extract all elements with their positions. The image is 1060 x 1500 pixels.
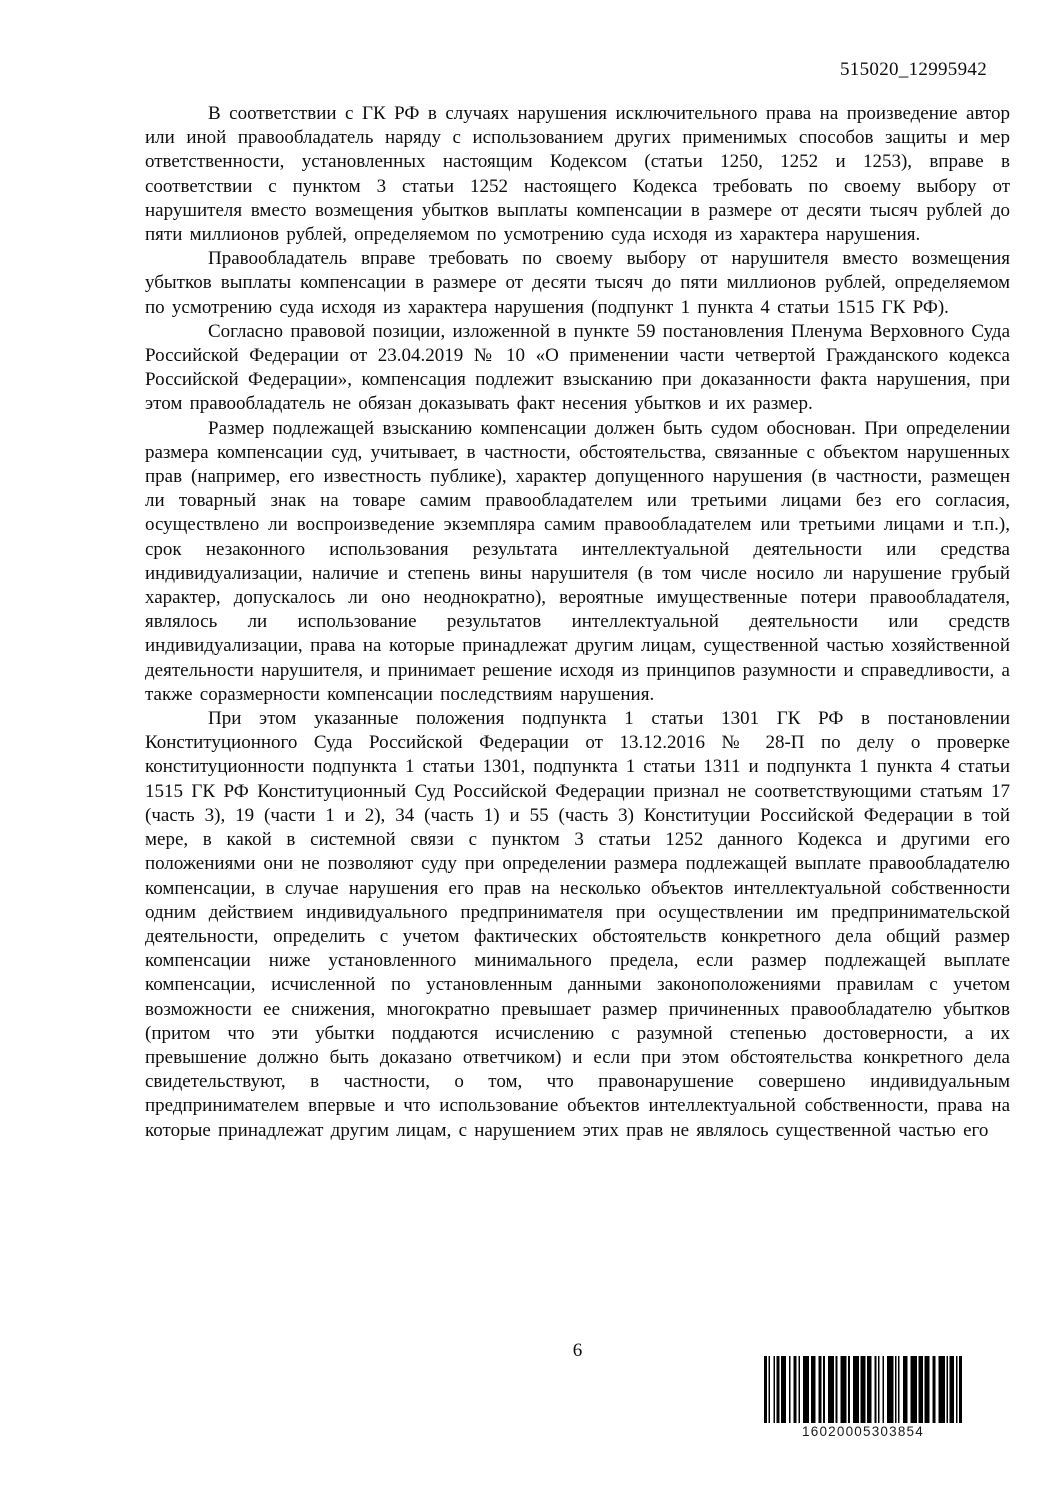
paragraph: В соответствии с ГК РФ в случаях нарушения исключительного права на произведение автор или иной правообладатель наряду с использованием других применимых способов защиты и мер ответственности, установленных настоящим Кодексом (статьи 1250, 1252 и 1253), вправе в соответствии с пунктом 3 статьи 1252 настоящего Кодекса требовать по своему выбору от нарушителя вместо возмещения убытков выплаты компенсации в размере от десяти тысяч рублей до пяти миллионов рублей, определяемом по усмотрению суда исходя из характера нарушения. bbox=[145, 103, 1010, 246]
paragraph: Правообладатель вправе требовать по своему выбору от нарушителя вместо возмещения убытков выплаты компенсации в размере от десяти тысяч до пяти миллионов рублей, определяемом по усмотрению суда исходя из характера нарушения (подпункт 1 пункта 4 статьи 1515 ГК РФ). bbox=[145, 248, 1010, 318]
paragraph: Размер подлежащей взысканию компенсации должен быть судом обоснован. При определении размера компенсации суд, учитывает, в частности, обстоятельства, связанные с объектом нарушенных прав (например, его известность публике), характер допущенного нарушения (в частности, размещен ли товарный знак на товаре самим правообладателем или третьими лицами без его согласия, осуществлено ли воспроизведение экземпляра самим правообладателем или третьими лицами и т.п.), срок незаконного использования результата интеллектуальной деятельности или средства индивидуализации, наличие и степень вины нарушителя (в том числе носило ли нарушение грубый характер, допускалось ли оно неоднократно), вероятные имущественные потери правообладателя, являлось ли использование результатов интеллектуальной деятельности или средств индивидуализации, права на которые принадлежат другим лицам, существенной частью хозяйственной деятельности нарушителя, и принимает решение исходя из принципов разумности и справедливости, а также соразмерности компенсации последствиям нарушения. bbox=[145, 417, 1010, 705]
barcode-number: 16020005303854 bbox=[802, 1424, 924, 1439]
paragraph: При этом указанные положения подпункта 1 статьи 1301 ГК РФ в постановлении Конституционного Суда Российской Федерации от 13.12.2016 № 28-П по делу о проверке конституционности подпункта 1 статьи 1301, подпункта 1 статьи 1311 и подпункта 1 пункта 4 статьи 1515 ГК РФ Конституционный Суд Российской Федерации признал не соответствующими статьям 17 (часть 3), 19 (части 1 и 2), 34 (часть 1) и 55 (часть 3) Конституции Российской Федерации в той мере, в какой в системной связи с пунктом 3 статьи 1252 данного Кодекса и другими его положениями они не позволяют суду при определении размера подлежащей выплате правообладателю компенсации, в случае нарушения его прав на несколько объектов интеллектуальной собственности одним действием индивидуального предпринимателя при осуществлении им предпринимательской деятельности, определить с учетом фактических обстоятельств конкретного дела общий размер компенсации ниже установленного минимального предела, если размер подлежащей выплате компенсации, исчисленной по установленным данными законоположениями правилам с учетом возможности ее снижения, многократно превышает размер причиненных правообладателю убытков (притом что эти убытки поддаются исчислению с разумной степенью достоверности, а их превышение должно быть доказано ответчиком) и если при этом обстоятельства конкретного дела свидетельствуют, в частности, о том, что правонарушение совершено индивидуальным предпринимателем впервые и что использование объектов интеллектуальной собственности, права на которые принадлежат другим лицам, с нарушением этих прав не являлось существенной частью его bbox=[145, 708, 1010, 1141]
barcode-image bbox=[764, 1356, 962, 1423]
barcode bbox=[764, 1356, 962, 1439]
paragraph: Согласно правовой позиции, изложенной в пункте 59 постановления Пленума Верховного Суда Российской Федерации от 23.04.2019 № 10 «О применении части четвертой Гражданского кодекса Российской Федерации», компенсация подлежит взысканию при доказанности факта нарушения, при этом правообладатель не обязан доказывать факт несения убытков и их размер. bbox=[145, 320, 1010, 415]
document-number: 515020_12995942 bbox=[840, 59, 987, 80]
document-body bbox=[145, 102, 1010, 1143]
page-number: 6 bbox=[572, 1340, 583, 1361]
